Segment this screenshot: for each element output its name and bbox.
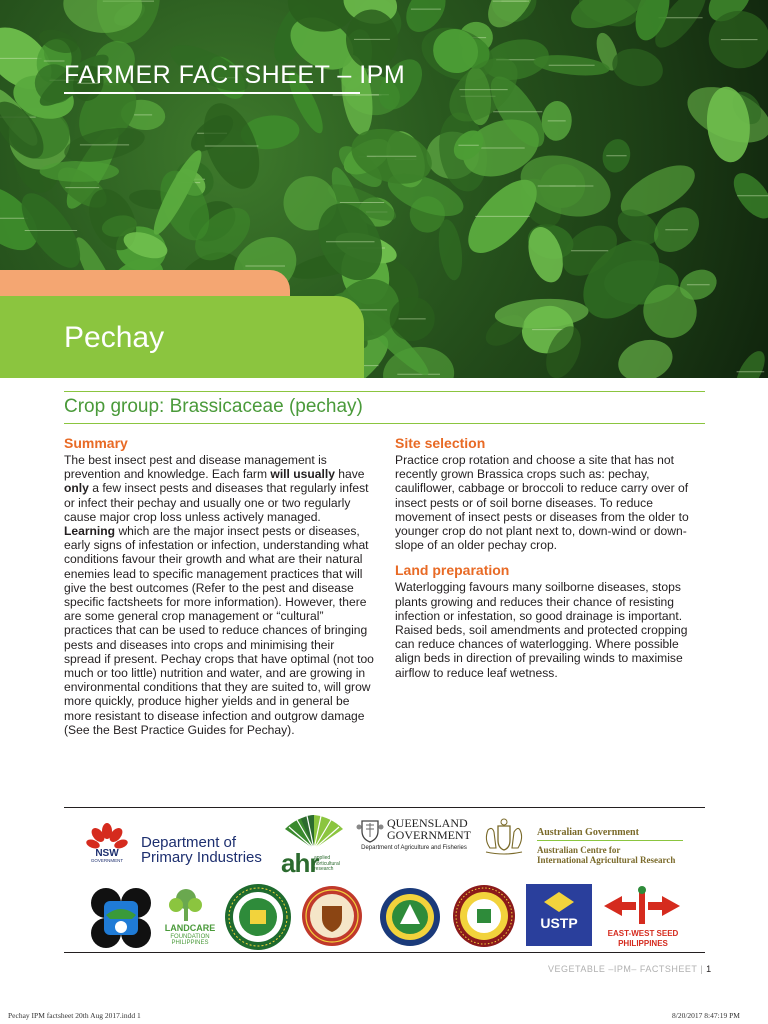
eastern-samar-state-university-seal [451, 883, 517, 949]
summary-heading: Summary [64, 435, 128, 451]
crop-group-heading: Crop group: Brassicaceae (pechay) [64, 396, 363, 417]
page-footer: VEGETABLE –IPM– FACTSHEET | 1 [548, 964, 712, 974]
print-slug-date: 8/20/2017 8:47:19 PM [672, 1011, 740, 1020]
landcare-line3: PHILIPPINES [171, 940, 209, 945]
nsw-short: NSW [95, 848, 119, 859]
qld-crest-icon [356, 817, 384, 843]
visayas-state-university-seal [223, 882, 293, 952]
divider-top [64, 391, 705, 392]
crop-name: Pechay [64, 321, 165, 354]
ustp-wordmark: USTP [540, 915, 578, 931]
nsw-gov-label: GOVERNMENT [90, 858, 124, 863]
ustp-logo [526, 884, 592, 946]
landcare-line1: LANDCARE [164, 923, 216, 933]
east-west-seed-logo [600, 884, 686, 950]
landcare-line2: FOUNDATION [170, 934, 210, 940]
east-west-line2: PHILIPPINES [618, 939, 668, 948]
title-underline [64, 92, 360, 94]
green-title-tab [0, 296, 364, 378]
landcare-tree-logo [160, 885, 220, 945]
aciar-separator [537, 840, 683, 841]
site-selection-text: Practice crop rotation and choose a site that has not recently grown Brassica crops such as: pechay, cauliflower, cabbage or broccoli to reduce carry over of insect pests or of soil borne diseases. To reduce movement of insect pests or diseases from the older to younger crop do not plant next to, down-wind or down-slope of an older pechay crop. [395, 453, 689, 553]
australian-coat-of-arms-icon [478, 818, 530, 858]
ahr-wordmark: ahr [281, 848, 319, 878]
leaf-shape [613, 333, 678, 378]
leaf-shape [435, 218, 465, 282]
land-preparation-text: Waterlogging favours many soilborne diseases, stops plants growing and reduces their chance of resisting infection or infestation, so good drainage is important. Raised beds, soil amendments and protected cropping can reduce chances of waterlogging. Where possible align beds in direction of prevailing winds to maximise airflow to reduce leaf wetness. [395, 580, 688, 680]
australian-government-label: Australian Government [537, 827, 639, 838]
leaf-shape [40, 161, 119, 182]
qld-department: Department of Agriculture and Fisheries [361, 845, 467, 851]
summary-paragraph-2: Learning which are the major insect pests or diseases, early signs of infestation or infection, understanding what conditions favour their growth and what are their natural enemies lead to specific management practices that will give the best outcomes (Refer to the pest and disease specific factsheets for more information). However, there are some general crop management or “cultural” practices that can be used to reduce chances of bringing pests and diseases into crops and minimising their spread if present. Pechay crops that have optimal (not too much or too little) nutrition and water, and are growing in environmental conditions that they are suited to, will grow more quickly, produce higher yields and in general be more resistant to disease infection and outgrow damage (See the Best Practice Guides for Pechay). [64, 524, 374, 737]
logo-divider-top [64, 807, 705, 808]
ahr-tagline: applied horticultural research [314, 855, 340, 872]
site-selection-heading: Site selection [395, 435, 486, 451]
right-column [395, 434, 707, 680]
series-title: FARMER FACTSHEET – IPM [64, 61, 406, 89]
hero-banner [0, 0, 768, 378]
da-philippines-logo [88, 885, 154, 951]
land-preparation-heading: Land preparation [395, 562, 510, 579]
logo-divider-bottom [64, 952, 705, 953]
print-slug-file: Pechay IPM factsheet 20th Aug 2017.indd 1 [8, 1011, 141, 1020]
leaf-shape [730, 347, 768, 378]
mindanao-state-university-seal [378, 886, 442, 948]
qld-wordmark: QUEENSLAND GOVERNMENT [387, 816, 471, 842]
aciar-wordmark: Australian Centre for International Agricultural Research [537, 845, 676, 865]
leaf-shape [608, 43, 667, 91]
east-west-line1: EAST-WEST SEED [607, 929, 679, 938]
nsw-waratah-logo [83, 817, 131, 865]
university-seal-red [300, 884, 364, 948]
ahr-fan-logo [281, 815, 347, 851]
summary-paragraph-1: The best insect pest and disease management is prevention and knowledge. Each farm will usually have only a few insect pests and diseases that regularly infest or infect their pechay and usually one or two regularly cause major crop loss unless actively managed. [64, 453, 369, 524]
page-number: 1 [706, 964, 712, 974]
nsw-dpi-wordmark: Department of Primary Industries [141, 834, 262, 866]
divider-bottom [64, 423, 705, 424]
left-column [64, 434, 374, 737]
